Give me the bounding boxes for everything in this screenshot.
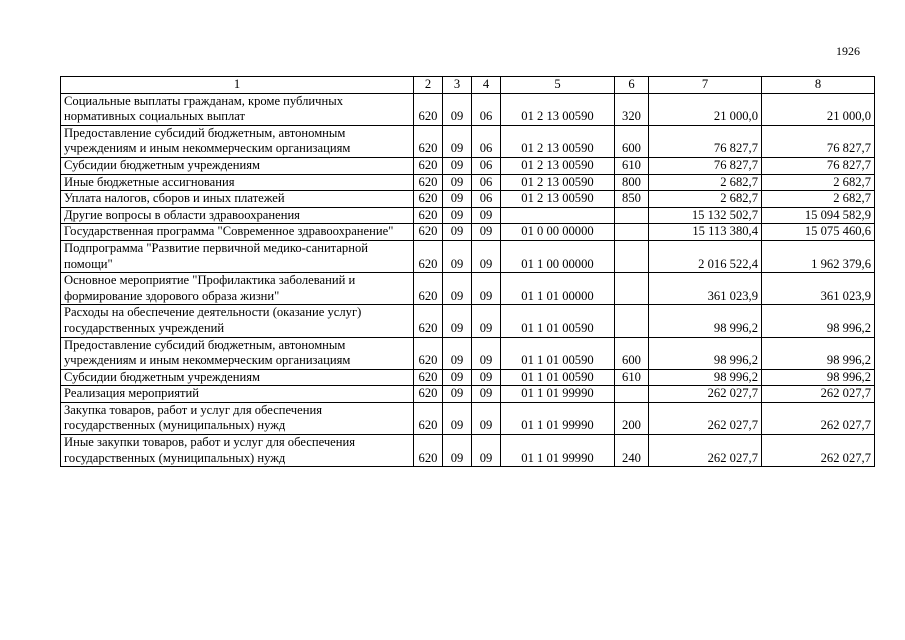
amount-year1-cell: 262 027,7	[649, 435, 762, 467]
amount-year2-cell: 76 827,7	[762, 157, 875, 174]
row-name-cell: Социальные выплаты гражданам, кроме публичных нормативных социальных выплат	[61, 93, 414, 125]
row-name-cell: Иные закупки товаров, работ и услуг для обеспечения государственных (муниципальных) нужд	[61, 435, 414, 467]
subsection-cell: 06	[472, 174, 501, 191]
ministry-code-cell: 620	[414, 402, 443, 434]
subsection-cell: 09	[472, 435, 501, 467]
subsection-cell: 06	[472, 157, 501, 174]
expense-type-cell: 600	[615, 125, 649, 157]
ministry-code-cell: 620	[414, 369, 443, 386]
target-article-cell: 01 1 01 00590	[501, 369, 615, 386]
amount-year2-cell: 98 996,2	[762, 369, 875, 386]
subsection-cell: 09	[472, 224, 501, 241]
amount-year2-cell: 21 000,0	[762, 93, 875, 125]
target-article-cell: 01 2 13 00590	[501, 125, 615, 157]
expense-type-cell: 200	[615, 402, 649, 434]
table-row	[61, 174, 875, 191]
header-cell: 7	[649, 77, 762, 94]
row-name-cell: Уплата налогов, сборов и иных платежей	[61, 191, 414, 208]
subsection-cell: 09	[472, 305, 501, 337]
expense-type-cell	[615, 224, 649, 241]
amount-year1-cell: 98 996,2	[649, 369, 762, 386]
target-article-cell: 01 1 01 00000	[501, 273, 615, 305]
amount-year1-cell: 15 132 502,7	[649, 207, 762, 224]
target-article-cell: 01 1 01 00590	[501, 337, 615, 369]
row-name-cell: Субсидии бюджетным учреждениям	[61, 369, 414, 386]
ministry-code-cell: 620	[414, 125, 443, 157]
ministry-code-cell: 620	[414, 305, 443, 337]
target-article-cell	[501, 207, 615, 224]
section-cell: 09	[443, 305, 472, 337]
expense-type-cell	[615, 386, 649, 403]
target-article-cell: 01 2 13 00590	[501, 191, 615, 208]
amount-year2-cell: 361 023,9	[762, 273, 875, 305]
target-article-cell: 01 2 13 00590	[501, 93, 615, 125]
subsection-cell: 06	[472, 125, 501, 157]
target-article-cell: 01 1 01 99990	[501, 386, 615, 403]
row-name-cell: Реализация мероприятий	[61, 386, 414, 403]
amount-year1-cell: 2 682,7	[649, 174, 762, 191]
section-cell: 09	[443, 435, 472, 467]
row-name-cell: Другие вопросы в области здравоохранения	[61, 207, 414, 224]
section-cell: 09	[443, 224, 472, 241]
amount-year1-cell: 2 682,7	[649, 191, 762, 208]
target-article-cell: 01 2 13 00590	[501, 157, 615, 174]
header-cell: 6	[615, 77, 649, 94]
section-cell: 09	[443, 125, 472, 157]
amount-year2-cell: 98 996,2	[762, 337, 875, 369]
row-name-cell: Подпрограмма "Развитие первичной медико-санитарной помощи"	[61, 240, 414, 272]
table-row	[61, 157, 875, 174]
header-row	[61, 77, 875, 94]
row-name-cell: Предоставление субсидий бюджетным, автономным учреждениям и иным некоммерческим организациям	[61, 337, 414, 369]
section-cell: 09	[443, 157, 472, 174]
ministry-code-cell: 620	[414, 435, 443, 467]
section-cell: 09	[443, 93, 472, 125]
expense-type-cell	[615, 240, 649, 272]
header-cell: 4	[472, 77, 501, 94]
subsection-cell: 06	[472, 191, 501, 208]
target-article-cell: 01 1 01 99990	[501, 402, 615, 434]
header-cell: 8	[762, 77, 875, 94]
subsection-cell: 09	[472, 240, 501, 272]
amount-year2-cell: 98 996,2	[762, 305, 875, 337]
amount-year1-cell: 98 996,2	[649, 337, 762, 369]
ministry-code-cell: 620	[414, 93, 443, 125]
amount-year2-cell: 15 094 582,9	[762, 207, 875, 224]
section-cell: 09	[443, 240, 472, 272]
amount-year1-cell: 76 827,7	[649, 125, 762, 157]
ministry-code-cell: 620	[414, 337, 443, 369]
table-row	[61, 93, 875, 125]
expense-type-cell: 800	[615, 174, 649, 191]
ministry-code-cell: 620	[414, 224, 443, 241]
table-row	[61, 305, 875, 337]
expense-type-cell: 600	[615, 337, 649, 369]
target-article-cell: 01 0 00 00000	[501, 224, 615, 241]
amount-year1-cell: 21 000,0	[649, 93, 762, 125]
table-row	[61, 125, 875, 157]
target-article-cell: 01 1 01 00590	[501, 305, 615, 337]
section-cell: 09	[443, 207, 472, 224]
expense-type-cell: 610	[615, 369, 649, 386]
subsection-cell: 09	[472, 337, 501, 369]
amount-year2-cell: 262 027,7	[762, 386, 875, 403]
ministry-code-cell: 620	[414, 157, 443, 174]
header-cell: 1	[61, 77, 414, 94]
expense-type-cell: 610	[615, 157, 649, 174]
ministry-code-cell: 620	[414, 174, 443, 191]
section-cell: 09	[443, 174, 472, 191]
amount-year1-cell: 262 027,7	[649, 402, 762, 434]
table-row	[61, 337, 875, 369]
table-row	[61, 402, 875, 434]
amount-year2-cell: 262 027,7	[762, 435, 875, 467]
expense-type-cell	[615, 207, 649, 224]
expense-type-cell	[615, 273, 649, 305]
amount-year2-cell: 76 827,7	[762, 125, 875, 157]
subsection-cell: 09	[472, 369, 501, 386]
header-cell: 2	[414, 77, 443, 94]
section-cell: 09	[443, 273, 472, 305]
row-name-cell: Расходы на обеспечение деятельности (оказание услуг) государственных учреждений	[61, 305, 414, 337]
table-row	[61, 191, 875, 208]
table-row	[61, 207, 875, 224]
row-name-cell: Закупка товаров, работ и услуг для обеспечения государственных (муниципальных) нужд	[61, 402, 414, 434]
amount-year1-cell: 76 827,7	[649, 157, 762, 174]
ministry-code-cell: 620	[414, 273, 443, 305]
amount-year1-cell: 98 996,2	[649, 305, 762, 337]
page-number: 1926	[836, 44, 860, 58]
amount-year2-cell: 15 075 460,6	[762, 224, 875, 241]
row-name-cell: Иные бюджетные ассигнования	[61, 174, 414, 191]
amount-year1-cell: 15 113 380,4	[649, 224, 762, 241]
row-name-cell: Предоставление субсидий бюджетным, автономным учреждениям и иным некоммерческим организациям	[61, 125, 414, 157]
amount-year2-cell: 2 682,7	[762, 174, 875, 191]
expense-type-cell: 850	[615, 191, 649, 208]
table-row	[61, 273, 875, 305]
expense-type-cell: 320	[615, 93, 649, 125]
ministry-code-cell: 620	[414, 386, 443, 403]
subsection-cell: 09	[472, 386, 501, 403]
subsection-cell: 06	[472, 93, 501, 125]
row-name-cell: Субсидии бюджетным учреждениям	[61, 157, 414, 174]
section-cell: 09	[443, 386, 472, 403]
section-cell: 09	[443, 402, 472, 434]
ministry-code-cell: 620	[414, 207, 443, 224]
expense-type-cell: 240	[615, 435, 649, 467]
ministry-code-cell: 620	[414, 240, 443, 272]
row-name-cell: Основное мероприятие "Профилактика заболеваний и формирование здорового образа жизни"	[61, 273, 414, 305]
amount-year2-cell: 2 682,7	[762, 191, 875, 208]
table-row	[61, 435, 875, 467]
amount-year1-cell: 262 027,7	[649, 386, 762, 403]
table-row	[61, 224, 875, 241]
target-article-cell: 01 1 00 00000	[501, 240, 615, 272]
target-article-cell: 01 2 13 00590	[501, 174, 615, 191]
table-row	[61, 386, 875, 403]
subsection-cell: 09	[472, 273, 501, 305]
subsection-cell: 09	[472, 207, 501, 224]
table-row	[61, 369, 875, 386]
amount-year2-cell: 262 027,7	[762, 402, 875, 434]
amount-year1-cell: 361 023,9	[649, 273, 762, 305]
target-article-cell: 01 1 01 99990	[501, 435, 615, 467]
subsection-cell: 09	[472, 402, 501, 434]
section-cell: 09	[443, 191, 472, 208]
table-body	[61, 93, 875, 467]
amount-year1-cell: 2 016 522,4	[649, 240, 762, 272]
ministry-code-cell: 620	[414, 191, 443, 208]
amount-year2-cell: 1 962 379,6	[762, 240, 875, 272]
header-cell: 3	[443, 77, 472, 94]
table-row	[61, 240, 875, 272]
section-cell: 09	[443, 337, 472, 369]
row-name-cell: Государственная программа "Современное здравоохранение"	[61, 224, 414, 241]
header-cell: 5	[501, 77, 615, 94]
budget-table	[60, 76, 875, 467]
section-cell: 09	[443, 369, 472, 386]
expense-type-cell	[615, 305, 649, 337]
